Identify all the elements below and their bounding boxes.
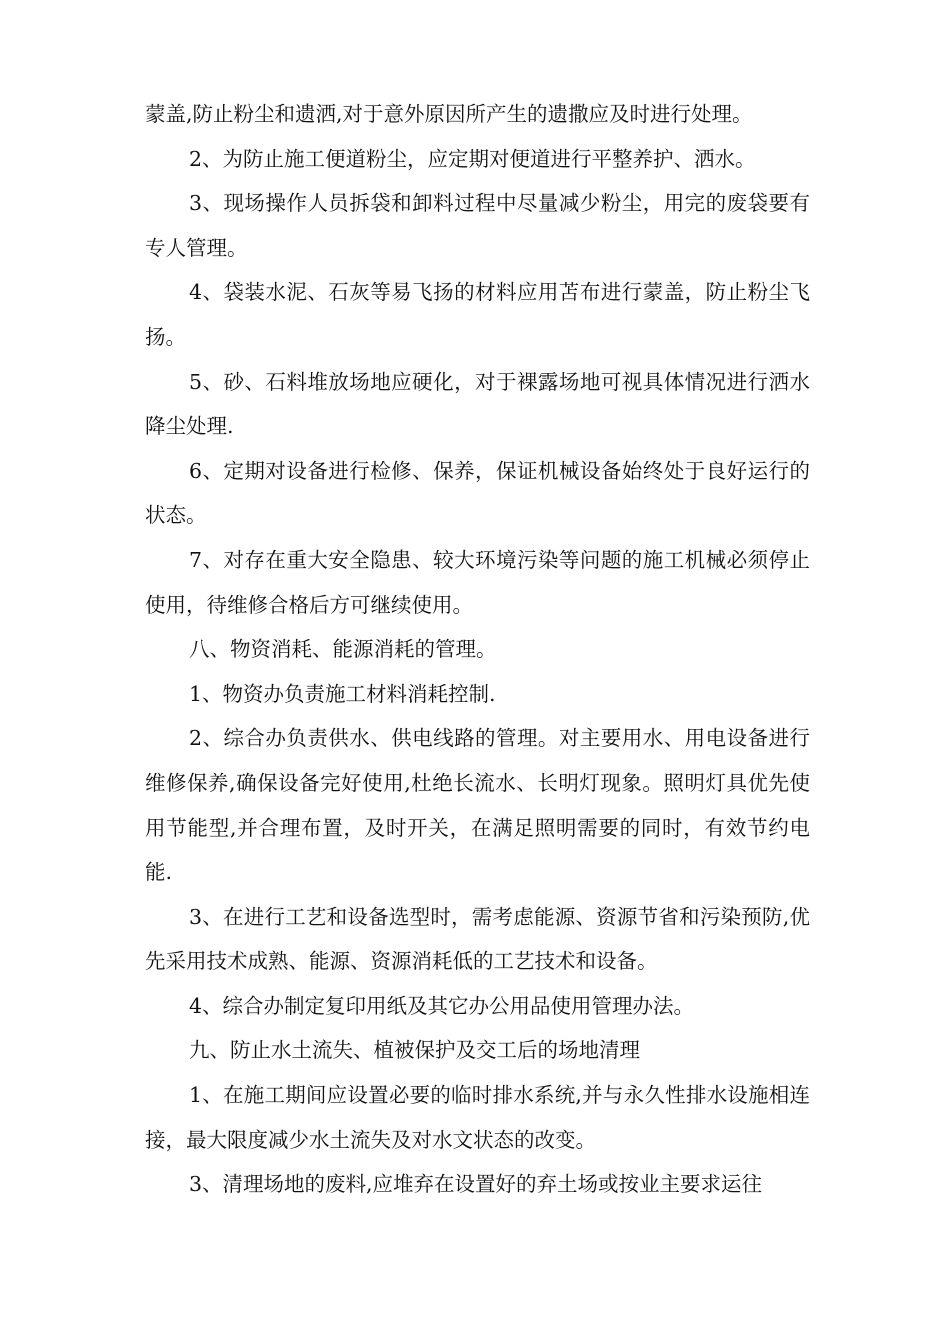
paragraph-item-3-selection: 3、在进行工艺和设备选型时，需考虑能源、资源节省和污染预防,优先采用技术成熟、能源、资源消耗低的工艺技术和设备。 <box>145 904 810 974</box>
paragraph-item-3-unloading: 3、现场操作人员拆袋和卸料过程中尽量减少粉尘，用完的废袋要有专人管理。 <box>145 191 810 260</box>
paragraph-item-2-utilities: 2、综合办负责供水、供电线路的管理。对主要用水、用电设备进行维修保养,确保设备完好使用,杜绝长流水、长明灯现象。照明灯具优先使用节能型,并合理布置，及时开关，在满足照明需要的同时，有效节约电能. <box>145 726 810 885</box>
paragraph-item-3-cleanup: 3、清理场地的废料,应堆弃在设置好的弃土场或按业主要求运往 <box>189 1172 763 1197</box>
paragraph-item-4-office: 4、综合办制定复印用纸及其它办公用品使用管理办法。 <box>189 993 695 1018</box>
paragraph-continuation: 蒙盖,防止粉尘和遗洒,对于意外原因所产生的遗撒应及时进行处理。 <box>145 102 753 126</box>
paragraph-item-6-maintenance: 6、定期对设备进行检修、保养，保证机械设备始终处于良好运行的状态。 <box>145 458 810 528</box>
paragraph-item-7-machinery: 7、对存在重大安全隐患、较大环境污染等问题的施工机械必须停止使用，待维修合格后方可继续使用。 <box>145 547 810 617</box>
paragraph-item-1-materials: 1、物资办负责施工材料消耗控制. <box>189 681 496 706</box>
paragraph-item-1-drainage: 1、在施工期间应设置必要的临时排水系统,并与永久性排水设施相连接，最大限度减少水土流失及对水文状态的改变。 <box>145 1083 810 1152</box>
paragraph-item-2-dust-road: 2、为防止施工便道粉尘，应定期对便道进行平整养护、洒水。 <box>189 146 756 171</box>
section-heading-9: 九、防止水土流失、植被保护及交工后的场地清理 <box>189 1038 640 1063</box>
document-body <box>145 92 810 1207</box>
paragraph-item-5-stockpile: 5、砂、石料堆放场地应硬化，对于裸露场地可视具体情况进行洒水降尘处理. <box>145 369 810 439</box>
paragraph-item-4-covering: 4、袋装水泥、石灰等易飞扬的材料应用苫布进行蒙盖，防止粉尘飞扬。 <box>145 280 810 349</box>
section-heading-8: 八、物资消耗、能源消耗的管理。 <box>189 637 497 662</box>
